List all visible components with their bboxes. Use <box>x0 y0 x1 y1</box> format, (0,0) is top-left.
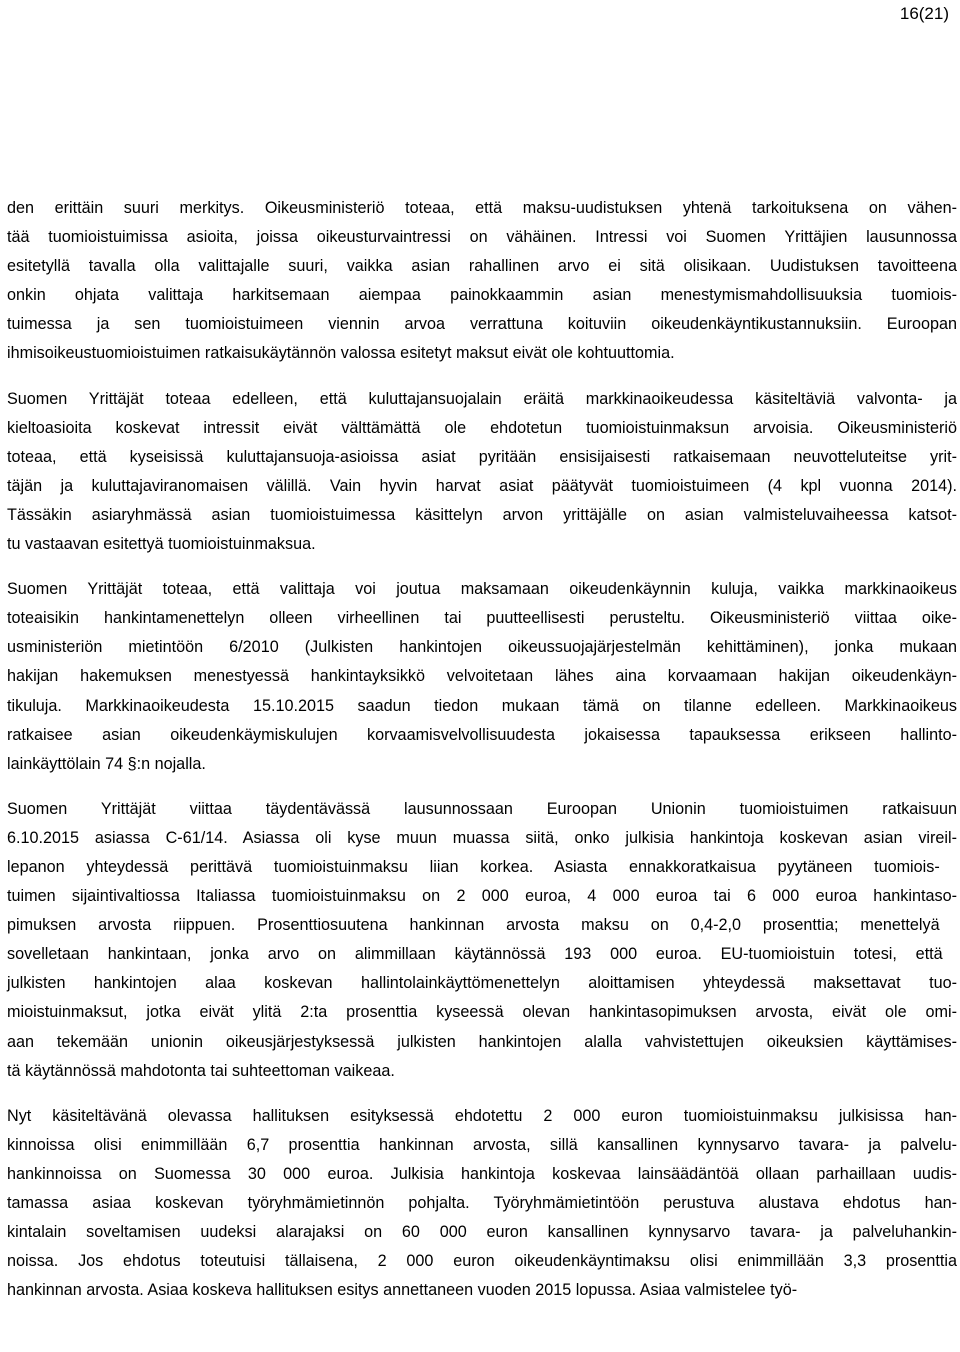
text-line: sovelletaan hankintaan, jonka arvo on alimmillaan käytännössä 193 000 euroa. EU-tuomioistuin totesi, että <box>7 945 943 964</box>
text-line: tuimen sijaintivaltiossa Italiassa tuomioistuinmaksu on 2 000 euroa, 4 000 euroa tai 6 000 euroa hankintaso- <box>7 887 957 906</box>
text-line: 6.10.2015 asiassa C-61/14. Asiassa oli kyse muun muassa siitä, onko julkisia hankintoja koskevan asian vireil- <box>7 828 957 847</box>
paragraph <box>7 795 957 1086</box>
text-line: onkin ohjata valittaja harkitsemaan aiempaa painokkaammin asian menestymismahdollisuuksia tuomiois- <box>7 286 957 305</box>
text-line: tä käytännössä mahdotonta tai suhteettoman vaikeaa. <box>7 1061 395 1080</box>
text-line: ratkaisee asian oikeudenkäymiskulujen korvaamisvelvollisuudesta jokaisessa tapauksessa erikseen hallinto- <box>7 725 957 744</box>
text-line: tuimessa ja sen tuomioistuimeen viennin arvoa verrattuna koituviin oikeudenkäyntikustannuksiin. Euroopan <box>7 315 957 334</box>
text-line: tikuluja. Markkinaoikeudesta 15.10.2015 saadun tiedon mukaan tämä on tilanne edelleen. Markkinaoikeus <box>7 696 957 715</box>
text-line: aan tekemään unionin oikeusjärjestyksessä julkisten hankintojen alalla vahvistettujen oikeuksien käyttämises- <box>7 1032 957 1051</box>
text-line: Tässäkin asiaryhmässä asian tuomioistuimessa käsittelyn arvon yrittäjälle on asian valmisteluvaiheessa katsot- <box>7 505 957 524</box>
text-line: täjän ja kuluttajaviranomaisen välillä. Vain hyvin harvat asiat päätyvät tuomioistuimeen (4 kpl vuonna 2014). <box>7 476 957 495</box>
paragraph <box>7 194 957 369</box>
text-line: Suomen Yrittäjät viittaa täydentävässä lausunnossaan Euroopan Unionin tuomioistuimen ratkaisuun <box>7 799 957 818</box>
page-number: 16(21) <box>899 4 949 23</box>
text-line: Nyt käsiteltävänä olevassa hallituksen esityksessä ehdotettu 2 000 euron tuomioistuinmaksu julkisissa han- <box>7 1106 957 1125</box>
text-line: den erittäin suuri merkitys. Oikeusministeriö toteaa, että maksu-uudistuksen yhtenä tarkoituksena on vähen- <box>7 199 957 217</box>
text-line: hakijan hakemuksen menestyessä hankintayksikkö velvoitetaan lähes aina korvaamaan hakijan oikeudenkäyn- <box>7 667 957 686</box>
text-line: lepanon yhteydessä perittävä tuomioistuinmaksu liian korkea. Asiasta ennakkoratkaisua pyytäneen tuomiois- <box>7 857 940 876</box>
text-line: pimuksen arvosta riippuen. Prosenttiosuutena hankinnan arvosta maksu on 0,4-2,0 prosenttia; menettelyä <box>7 916 940 935</box>
paragraph <box>7 575 957 779</box>
text-line: tamassa asiaa koskevan työryhmämietinnön pohjalta. Työryhmämietintöön perustuva alustava ehdotus han- <box>7 1194 957 1212</box>
text-line: tu vastaavan esitettyä tuomioistuinmaksua. <box>7 535 316 554</box>
text-line: hankinnoissa on Suomessa 30 000 euroa. Julkisia hankintoja koskevaa lainsäädäntöä ollaan parhaillaan uudis- <box>7 1164 957 1183</box>
text-line: julkisten hankintojen alaa koskevan hallintolainkäyttömenettelyn aloittamisen yhteydessä maksettavat tuo- <box>7 974 957 993</box>
text-line: Suomen Yrittäjät toteaa, että valittaja voi joutua maksamaan oikeudenkäynnin kuluja, vaikka markkinaoikeus <box>7 580 957 599</box>
document-body <box>7 194 957 1305</box>
text-line: hankinnan arvosta. Asiaa koskeva hallituksen esitys annettaneen vuoden 2015 lopussa. Asiaa valmistelee työ- <box>7 1281 798 1300</box>
paragraph <box>7 1102 957 1306</box>
text-line: noissa. Jos ehdotus toteutuisi tällaisena, 2 000 euron oikeudenkäyntimaksu olisi enimmillään 3,3 prosenttia <box>7 1252 957 1271</box>
text-line: kieltoasioita koskevat intressit eivät välttämättä ole ehdotetun tuomioistuinmaksun arvoisia. Oikeusministeriö <box>7 418 957 437</box>
text-line: tää tuomioistuimissa asioita, joissa oikeusturvaintressi on vähäinen. Intressi voi Suomen Yrittäjien lausunnossa <box>7 228 957 247</box>
text-line: kinnoissa olisi enimmillään 6,7 prosenttia hankinnan arvosta, sillä kansallinen kynnysarvo tavara- ja palvelu- <box>7 1135 957 1154</box>
text-line: mioistuinmaksut, jotka eivät ylitä 2:ta prosenttia kyseessä olevan hankintasopimuksen arvosta, eivät ole omi- <box>7 1003 957 1022</box>
text-line: lainkäyttölain 74 §:n nojalla. <box>7 754 206 773</box>
text-line: toteaa, että kyseisissä kuluttajansuoja-asioissa asiat pyritään ensisijaisesti ratkaisemaan neuvotteluteitse yrit- <box>7 447 957 466</box>
text-line: Suomen Yrittäjät toteaa edelleen, että kuluttajansuojalain eräitä markkinaoikeudessa käsiteltäviä valvonta- ja <box>7 389 957 408</box>
text-line: usministeriön mietintöön 6/2010 (Julkisten hankintojen oikeussuojajärjestelmän kehittäminen), jonka mukaan <box>7 638 957 657</box>
text-line: ihmisoikeustuomioistuimen ratkaisukäytännön valossa esitetyt maksut eivät ole kohtuuttomia. <box>7 344 675 363</box>
text-line: esitetyllä tavalla olla valittajalle suuri, vaikka asian rahallinen arvo ei sitä olisikaan. Uudistuksen tavoitteena <box>7 257 957 276</box>
paragraph <box>7 385 957 560</box>
text-line: toteaisikin hankintamenettelyn olleen virheellinen tai puutteellisesti perusteltu. Oikeusministeriö viittaa oike- <box>7 609 957 628</box>
text-line: kintalain soveltamisen uudeksi alarajaksi on 60 000 euron kansallinen kynnysarvo tavara- ja palveluhankin- <box>7 1223 957 1242</box>
